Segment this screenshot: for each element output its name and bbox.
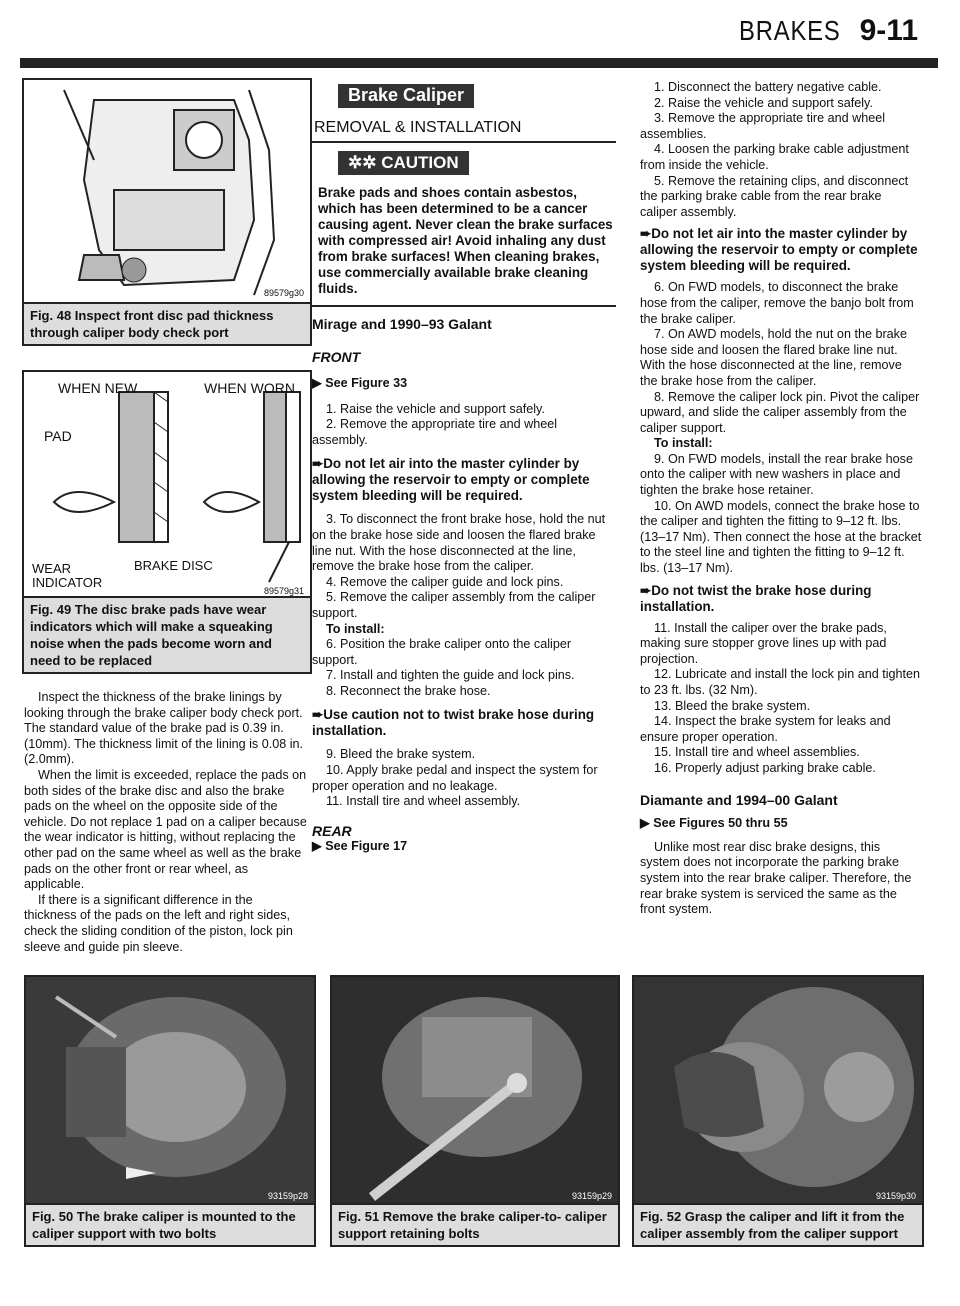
step: 14. Inspect the brake system for leaks and ensure proper operation. [640, 714, 891, 744]
middle-column [312, 84, 616, 855]
step: 11. Install the caliper over the brake pads, making sure stopper grove lines up with pad projection. [640, 620, 887, 666]
step: 15. Install tire and wheel assemblies. [654, 745, 860, 760]
figure-code: 93159p29 [571, 1191, 612, 1201]
step: 4. Remove the caliper guide and lock pins. [326, 574, 564, 589]
caution-icon: ✲✲ [348, 153, 382, 173]
header-rule [20, 58, 938, 68]
step: 13. Bleed the brake system. [654, 698, 811, 713]
figure-code: 93159p28 [267, 1191, 308, 1201]
figure-code: 89579g31 [263, 586, 304, 596]
caution-label: CAUTION [381, 153, 459, 173]
removal-heading: REMOVAL & INSTALLATION [314, 118, 522, 136]
arrow-icon: ▶ [640, 816, 654, 831]
figure-code: 89579g30 [263, 288, 304, 298]
step: 7. On AWD models, hold the nut on the brake hose side and loosen the flared brake line nut. With the hose disconnected at the line, remove the brake hose from the caliper. [640, 327, 907, 388]
note-master-cylinder: ➨Do not let air into the master cylinder by allowing the reservoir to empty or complete system bleeding will be required. [640, 226, 918, 274]
figure-52 [632, 975, 924, 1247]
label-when-new: WHEN NEW [58, 380, 138, 396]
figure-48 [22, 78, 312, 346]
step: 8. Remove the caliper lock pin. Pivot the caliper upward, and slide the caliper assembly from the caliper support. [640, 389, 920, 435]
step: 5. Remove the caliper assembly from the caliper support. [312, 590, 596, 620]
paragraph: When the limit is exceeded, replace the pads on both sides of the brake disc and also the brake pads on the wheel on the opposite side of the vehicle. Do not replace 1 pad on a caliper because the wear indicator is hitting, without replacing the other pad on the same wheel as well as the brake pads on the other front or rear wheel, as applicable. [24, 767, 307, 892]
step: 9. On FWD models, install the rear brake hose onto the caliper with new washers in place and tighten the brake hose retainer. [640, 451, 913, 498]
step: 6. Position the brake caliper onto the caliper support. [312, 637, 572, 667]
note-arrow-icon: ➨ [640, 582, 652, 598]
see-figures-50-55: ▶ See Figures 50 thru 55 [640, 816, 788, 831]
section-title: BRAKES [738, 15, 841, 46]
note-arrow-icon: ➨ [312, 456, 324, 472]
step: 16. Properly adjust parking brake cable. [654, 760, 876, 775]
step: 10. Apply brake pedal and inspect the system for proper operation and no leakage. [312, 763, 598, 793]
figure-caption: Fig. 49 The disc brake pads have wear indicators which will make a squeaking noise when the pads become worn and need to be replaced [24, 596, 310, 672]
note-twist-hose: ➨Do not twist the brake hose during installation. [640, 582, 872, 614]
step: 7. Install and tighten the guide and lock pins. [326, 668, 575, 683]
figure-caption: Fig. 51 Remove the brake caliper-to- caliper support retaining bolts [332, 1203, 618, 1245]
rear-heading: REAR [312, 822, 352, 839]
label-brake-disc: BRAKE DISC [134, 558, 213, 573]
step: 5. Remove the retaining clips, and disconnect the parking brake cable from the rear brake caliper assembly. [640, 173, 909, 219]
step: 11. Install tire and wheel assembly. [326, 794, 521, 809]
caliper-photo [26, 977, 314, 1205]
page-header [730, 14, 918, 48]
to-install-label: To install: [654, 436, 713, 451]
step: 4. Loosen the parking brake cable adjustment from inside the vehicle. [640, 142, 909, 172]
note-arrow-icon: ➨ [312, 707, 324, 723]
step: 10. On AWD models, connect the brake hose to the caliper and tighten the fitting to 9–12 ft. lbs. (13–17 Nm). Then connect the hose at the bracket to the steel line and tighten the fitting to 9–12 ft. lbs. (13–17 Nm). [640, 498, 922, 576]
front-heading: FRONT [312, 349, 361, 366]
page-number: 9-11 [859, 14, 918, 47]
note-arrow-icon: ➨ [640, 226, 652, 242]
caution-bar [338, 151, 469, 175]
step: 9. Bleed the brake system. [326, 747, 476, 762]
caliper-line-drawing [24, 80, 310, 302]
label-when-worn: WHEN WORN [204, 380, 295, 396]
caution-text: Brake pads and shoes contain asbestos, which has been determined to be a cancer causing agent. Never clean the brake surfaces with compressed air! Avoid inhaling any dust from brake surfaces! When cleaning brakes, use commercially available brake cleaning fluids. [318, 184, 613, 296]
step: 12. Lubricate and install the lock pin and tighten to 23 ft. lbs. (32 Nm). [640, 667, 921, 697]
see-figure-33: ▶ See Figure 33 [312, 375, 408, 390]
figure-51 [330, 975, 620, 1247]
step: 1. Disconnect the battery negative cable. [654, 80, 882, 94]
arrow-icon: ▶ [312, 375, 326, 390]
hand-caliper-photo [634, 977, 922, 1205]
left-column-text [24, 690, 308, 955]
figure-caption: Fig. 48 Inspect front disc pad thickness through caliper body check port [24, 302, 310, 344]
step: 8. Reconnect the brake hose. [326, 683, 491, 698]
model-heading: Diamante and 1994–00 Galant [640, 791, 838, 808]
right-column [640, 80, 922, 918]
step: 3. Remove the appropriate tire and wheel assemblies. [640, 111, 886, 141]
step: 1. Raise the vehicle and support safely. [326, 401, 545, 416]
figure-caption: Fig. 50 The brake caliper is mounted to the caliper support with two bolts [26, 1203, 314, 1245]
label-pad: PAD [44, 428, 72, 444]
section-bar-brake-caliper: Brake Caliper [338, 84, 474, 108]
divider [312, 305, 616, 307]
paragraph: Inspect the thickness of the brake linings by looking through the brake caliper body check port. The standard value of the brake pad is 0.39 in. (10mm). The thickness limit of the lining is 0.08 in. (2.0mm). [24, 690, 304, 767]
figure-code: 93159p30 [875, 1191, 916, 1201]
see-figure-17: ▶ See Figure 17 [312, 839, 408, 854]
wrench-photo [332, 977, 618, 1205]
paragraph: Unlike most rear disc brake designs, this system does not incorporate the parking brake system into the rear brake caliper. Therefore, the rear brake system is serviced the same as the front system. [640, 839, 912, 917]
arrow-icon: ▶ [312, 839, 326, 854]
note-twist-hose: ➨Use caution not to twist brake hose during installation. [312, 707, 595, 739]
step: 3. To disconnect the front brake hose, hold the nut on the brake hose side and loosen the flared brake line nut. With the hose disconnected at the line, remove the brake hose from the caliper. [312, 512, 606, 574]
label-wear-indicator: WEAR INDICATOR [32, 561, 103, 590]
step: 2. Raise the vehicle and support safely. [654, 95, 873, 110]
step: 2. Remove the appropriate tire and wheel assembly. [312, 417, 558, 447]
note-master-cylinder: ➨Do not let air into the master cylinder by allowing the reservoir to empty or complete system bleeding will be required. [312, 456, 590, 504]
figure-caption: Fig. 52 Grasp the caliper and lift it from the caliper assembly from the caliper support [634, 1203, 922, 1245]
divider [312, 141, 616, 143]
paragraph: If there is a significant difference in the thickness of the pads on the left and right sides, check the sliding condition of the piston, lock pin sleeve and guide pin sleeve. [24, 892, 293, 954]
step: 6. On FWD models, to disconnect the brake hose from the caliper, remove the banjo bolt from the brake caliper. [640, 280, 914, 326]
to-install-label: To install: [326, 621, 385, 636]
figure-49 [22, 370, 312, 674]
model-heading: Mirage and 1990–93 Galant [312, 315, 492, 332]
figure-50 [24, 975, 316, 1247]
